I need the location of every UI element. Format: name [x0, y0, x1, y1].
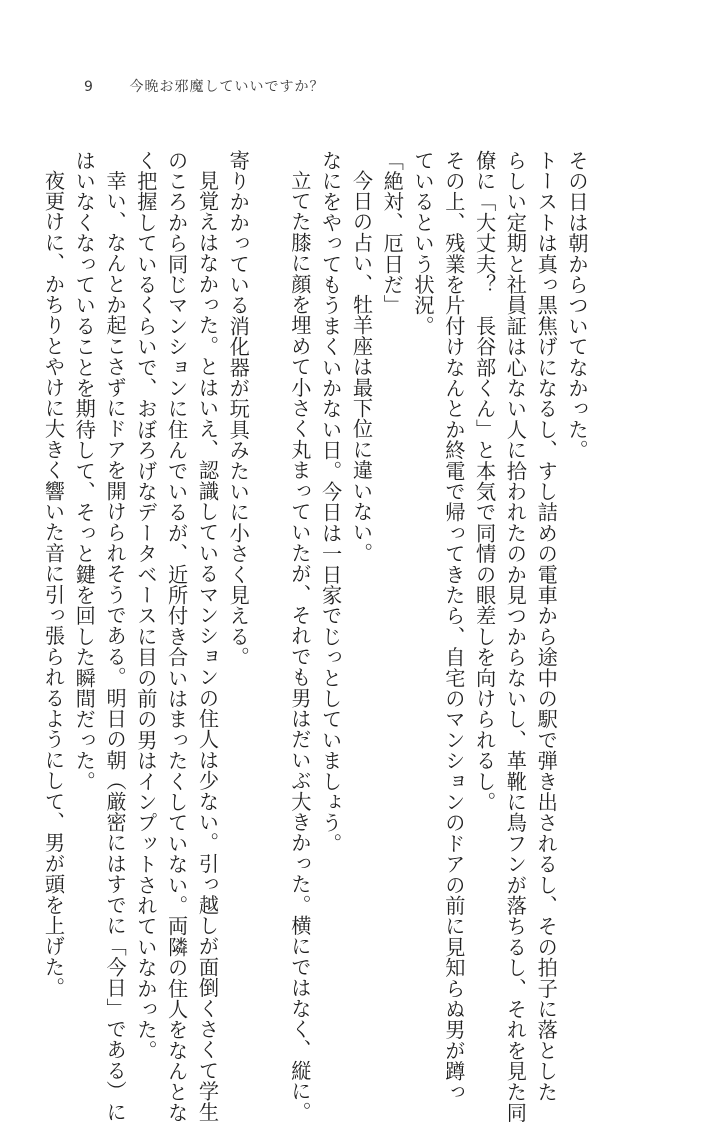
- text-line: その日は朝からついてなかった。: [565, 150, 589, 461]
- running-title: 今晩お邪魔していいですか？: [129, 79, 325, 95]
- text-line: 僚に「大丈夫？ 長谷部くん」と本気で同情の眼差しを向けられるし。: [472, 150, 497, 813]
- text-line: らしい定期と社員証は心ない人に拾われたのか見つからないし、革靴に鳥フンが落ちるし、それを見た同: [503, 150, 528, 1123]
- text-line: なにをやってもうまくいかない日。今日は一日家でじっとしていましょう。: [318, 150, 343, 854]
- text-line: 夜更けに、かちりとやけに大きく響いた音に引っ張られるようにして、男が頭を上げた。: [41, 170, 66, 999]
- text-line: 「絶対、厄日だ」: [380, 150, 405, 316]
- text-line: 見覚えはなかった。とはいえ、認識しているマンションの住人は少ない。引っ越しが面倒くさくて学生: [195, 170, 220, 1123]
- text-line: ているという状況。: [411, 150, 436, 337]
- text-line: く把握しているくらいで、おぼろげなデータベースに目の前の男はインプットされていなかった。: [133, 150, 158, 1061]
- text-line: のころから同じマンションに住んでいるが、近所付き合いはまったくしていない。両隣の住人をなんとな: [164, 150, 189, 1123]
- body-text: [38, 150, 592, 1123]
- text-line: 今日の占い、牡羊座は最下位に違いない。: [349, 170, 374, 564]
- text-line: その上、残業を片付けなんとか終電で帰ってきたら、自宅のマンションのドアの前に見知らぬ男が蹲っ: [441, 150, 466, 1103]
- page-header: [84, 76, 324, 96]
- text-line: はいなくなっていることを期待して、そっと鍵を回した瞬間だった。: [72, 150, 97, 792]
- page-number: 9: [84, 79, 94, 95]
- text-line: 寄りかかっている消化器が玩具みたいに小さく見える。: [226, 150, 251, 668]
- text-line: トーストは真っ黒焦げになるし、すし詰めの電車から途中の駅で弾き出されるし、その拍子に落とした: [534, 150, 559, 1103]
- text-line: 立てた膝に顔を埋めて小さく丸まっていたが、それでも男はだいぶ大きかった。横にではなく、縦に。: [287, 170, 312, 1123]
- text-line: 幸い、なんとか起こさずにドアを開けられそうである。明日の朝（厳密にはすでに「今日」である）に: [103, 170, 128, 1123]
